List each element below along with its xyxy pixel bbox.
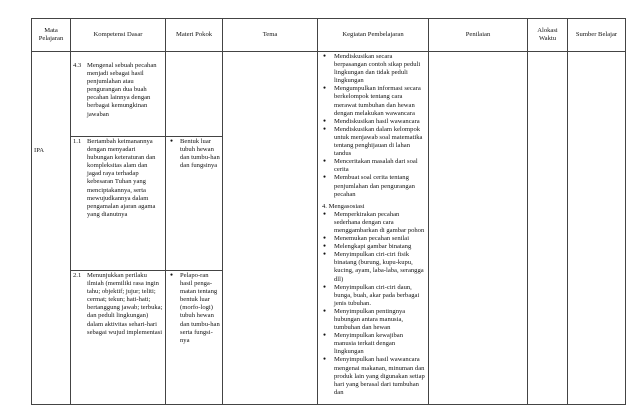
list-item: ● Melengkapi gambar binatang xyxy=(330,243,426,251)
header-penilaian: Penilaian xyxy=(429,19,528,52)
kd-cell xyxy=(71,52,166,405)
tema-cell xyxy=(223,52,318,405)
list-item: ● Menyimpulkan pentingnya hubungan antara manusia, tumbuhan dan hewan xyxy=(330,308,426,332)
kd-text: Mengenal sebuah pecahan menjadi sebagai hasil penjumlahan atau pengurangan dua buah pecahan lainnya dengan berbagai kemungkinan jawaban xyxy=(87,62,157,118)
kd-block: 1.1 Bertambah keimanannya dengan menyadari hubungan keteraturan dan kompleksitas alam dan jagad raya terhadap kebesaran Tuhan yang menciptakannya, serta mewujudkannya dalam pengamalan ajaran agama yang dianutnya xyxy=(71,136,165,270)
list-item: ● Menyimpulkan ciri-ciri daun, bunga, buah, akar pada berbagai jenis tubuhan. xyxy=(330,284,426,308)
kegiatan-list xyxy=(320,53,426,397)
step-heading: 4. Mengasosiasi xyxy=(322,202,365,210)
header-kegiatan-pembelajaran: Kegiatan Pembelajaran xyxy=(318,19,429,52)
kegiatan-cell xyxy=(318,52,429,405)
list-item: ● Menyimpulkan hasil wawancara mengenai makanan, minuman dan produk lain yang digunakan setiap hari yang berasal dari tumbuhan dan xyxy=(330,356,426,396)
header-tema: Tema xyxy=(223,19,318,52)
table-row xyxy=(32,52,626,405)
list-item: ● Menyimpulkan ciri-ciri fisik binatang (burung, kupu-kupu, kucing, ayam, laba-laba, serangga dll) xyxy=(330,251,426,283)
header-mata-pelajaran: Mata Pelajaran xyxy=(32,19,71,52)
kd-block: 4.3 Mengenal sebuah pecahan menjadi sebagai hasil penjumlahan atau pengurangan dua buah pecahan lainnya dengan berbagai kemungkinan jawaban xyxy=(71,52,165,136)
header-sumber-belajar: Sumber Belajar xyxy=(568,19,626,52)
materi-cell xyxy=(166,52,223,405)
list-item: ● Memperkirakan pecahan sederhana dengan cara menggambarkan di gambar pohon xyxy=(330,211,426,235)
kd-block: 2.1 Menunjukkan perilaku ilmiah (memiliki rasa ingin tahu; objektif; jujur; teliti; cermat; tekun; hati-hati; bertanggung jawab; terbuka; dan peduli lingkungan) dalam aktivitas sehari-hari sebagai wujud implementasi xyxy=(71,270,165,401)
alokasi-cell xyxy=(528,52,568,405)
syllabus-table xyxy=(31,18,626,405)
list-item: ● Bentuk luar tubuh hewan dan tumbu-han dan fungsinya xyxy=(178,138,220,170)
list-item: ● Membuat soal cerita tentang penjumlahan dan pengurangan pecahan xyxy=(330,174,426,198)
header-kompetensi-dasar: Kompetensi Dasar xyxy=(71,19,166,52)
list-item: ● Menceritakan masalah dari soal cerita xyxy=(330,158,426,174)
kd-text: Bertambah keimanannya dengan menyadari hubungan keteraturan dan kompleksitas alam dan jagad raya terhadap kebesaran Tuhan yang menciptakannya, serta mewujudkannya dalam pengamalan ajaran agama yang dianutnya xyxy=(87,138,156,218)
penilaian-cell xyxy=(429,52,528,405)
subject-label: IPA xyxy=(34,147,45,154)
subject-cell xyxy=(32,52,71,405)
list-item: ● Menemukan pecahan senilai xyxy=(330,235,426,243)
kd-text: Menunjukkan perilaku ilmiah (memiliki rasa ingin tahu; objektif; jujur; teliti; cermat; tekun; hati-hati; bertanggung jawab; terbuka; dan peduli lingkungan) dalam aktivitas sehari-hari sebagai wujud implementasi xyxy=(87,272,163,336)
header-alokasi-waktu: Alokasi Waktu xyxy=(528,19,568,52)
list-item: ● Menyimpulkan kewajiban manusia terkait dengan lingkungan xyxy=(330,332,426,356)
list-item: ● Mendiskusikan hasil wawancara xyxy=(330,118,426,126)
sumber-cell xyxy=(568,52,626,405)
header-materi-pokok: Materi Pokok xyxy=(166,19,223,52)
list-item: ● Mengumpulkan informasi secara berkelompok tentang cara merawat tumbuhan dan hewan dengan melakukan wawancara xyxy=(330,85,426,117)
header-row xyxy=(32,19,626,52)
materi-list xyxy=(168,138,220,170)
materi-list xyxy=(168,272,220,345)
list-item: ● Mendiskusikan secara berpasangan contoh sikap peduli lingkungan dan tidak peduli lingkungan xyxy=(330,53,426,85)
list-item: ● Mendiskusikan dalam kelompok untuk menjawab soal matematika tentang penghijauan di lahan tandus xyxy=(330,126,426,158)
list-item: ● Pelapo-ran hasil penga-matan tentang bentuk luar (morfo-logi) tubuh hewan dan tumbu-han serta fungsi-nya xyxy=(178,272,220,345)
